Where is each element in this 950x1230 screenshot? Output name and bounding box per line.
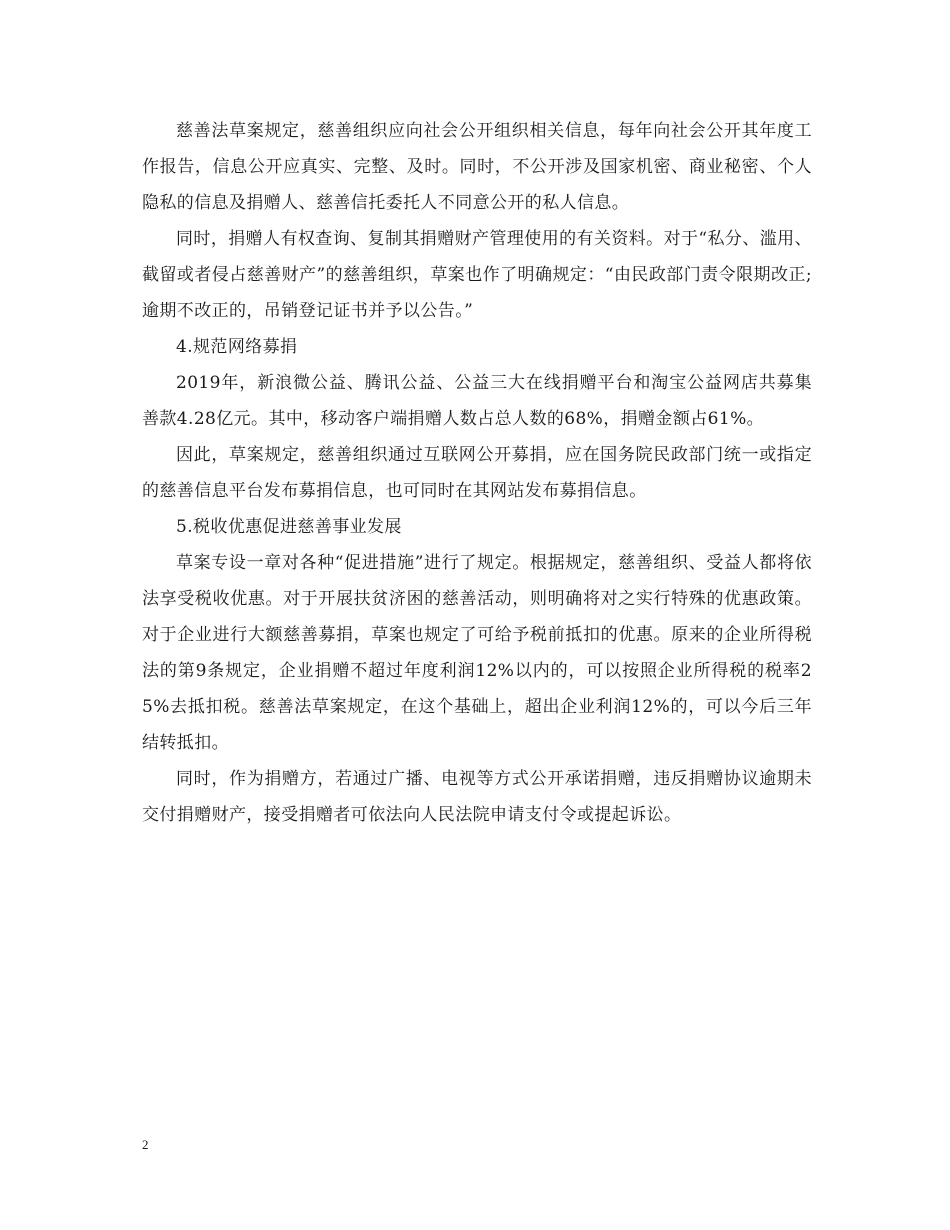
paragraph-donation-enforcement: 同时，作为捐赠方，若通过广播、电视等方式公开承诺捐赠，违反捐赠协议逾期未交付捐赠财产，接受捐赠者可依法向人民法院申请支付令或提起诉讼。 (142, 769, 812, 825)
paragraph-tax-measures: 草案专设一章对各种“促进措施”进行了规定。根据规定，慈善组织、受益人都将依法享受税收优惠。对于开展扶贫济困的慈善活动，则明确将对之实行特殊的优惠政策。 对于企业进行大额慈善募捐，草案也规定了可给予税前抵扣的优惠。原来的企业所得税法的第9条规定，企业捐赠不超过年度利润12%以内的，可以按照企业所得税的税率25%去抵扣税。慈善法草案规定，在这个基础上，超出企业利润12%的，可以今后三年结转抵扣。 (142, 553, 812, 753)
section-heading-online-fundraising: 4.规范网络募捐 (176, 337, 298, 357)
paragraph-online-statistics: 2019年，新浪微公益、腾讯公益、公益三大在线捐赠平台和淘宝公益网店共募集善款4.28亿元。其中，移动客户端捐赠人数占总人数的68%，捐赠金额占61%。 (142, 373, 812, 429)
document-body (142, 113, 812, 833)
paragraph-disclosure: 慈善法草案规定，慈善组织应向社会公开组织相关信息，每年向社会公开其年度工作报告，信息公开应真实、完整、及时。同时，不公开涉及国家机密、商业秘密、个人隐私的信息及捐赠人、慈善信托委托人不同意公开的私人信息。 (142, 121, 812, 213)
page-number: 2 (142, 1137, 149, 1152)
section-heading-tax-incentives: 5.税收优惠促进慈善事业发展 (176, 517, 402, 537)
paragraph-donor-rights: 同时，捐赠人有权查询、复制其捐赠财产管理使用的有关资料。对于“私分、滥用、截留或者侵占慈善财产”的慈善组织，草案也作了明确规定：“由民政部门责令限期改正;逾期不改正的，吊销登记证书并予以公告。” (142, 229, 812, 321)
paragraph-online-rules: 因此，草案规定，慈善组织通过互联网公开募捐，应在国务院民政部门统一或指定的慈善信息平台发布募捐信息，也可同时在其网站发布募捐信息。 (142, 445, 812, 501)
